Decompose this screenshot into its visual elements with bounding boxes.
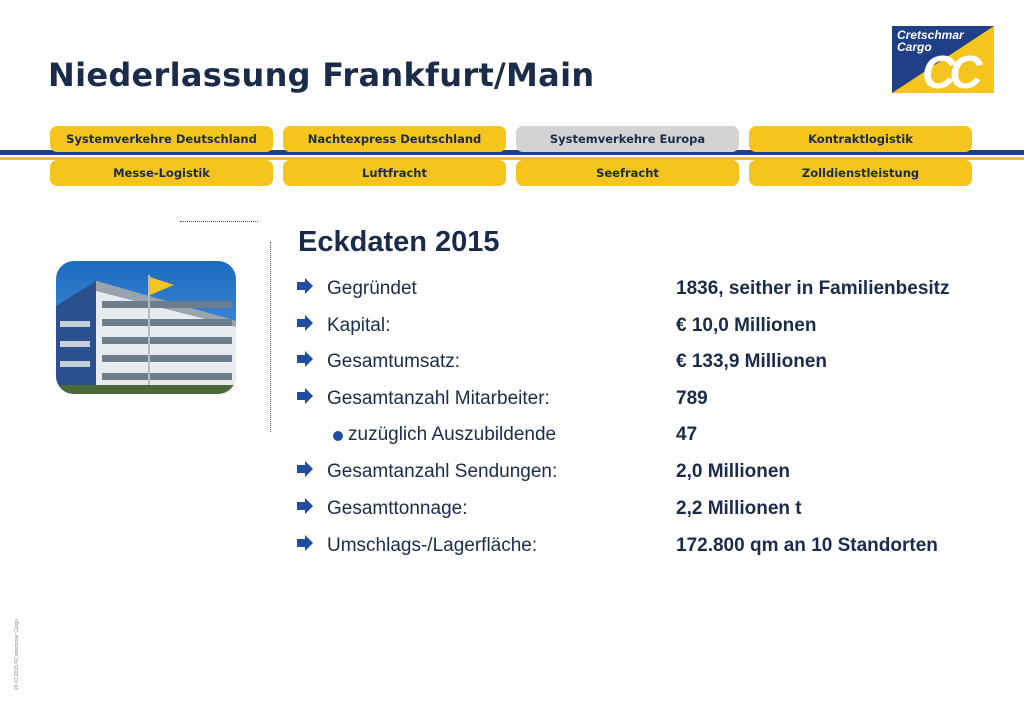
tab-nachtexpress-deutschland[interactable]: Nachtexpress Deutschland <box>283 126 506 152</box>
arrow-icon <box>296 461 314 477</box>
arrow-icon <box>296 351 314 367</box>
fact-label: Gegründet <box>327 278 417 299</box>
fact-value: 1836, seither in Familienbesitz <box>676 278 950 299</box>
fact-value: 2,2 Millionen t <box>676 498 802 519</box>
page-title: Niederlassung Frankfurt/Main <box>48 56 595 94</box>
cretschmar-cargo-logo <box>892 26 994 93</box>
arrow-icon <box>296 388 314 404</box>
fact-label: Gesamtumsatz: <box>327 351 461 372</box>
arrow-icon <box>296 498 314 514</box>
footnote: 24.07.2015 ©Cretschmar Cargo <box>14 619 20 690</box>
arrow-icon <box>296 315 314 331</box>
fact-label: Gesamttonnage: <box>327 498 468 519</box>
tab-kontraktlogistik[interactable]: Kontraktlogistik <box>749 126 972 152</box>
fact-label: Gesamtanzahl Mitarbeiter: <box>327 388 550 409</box>
tab-zolldienstleistung[interactable]: Zolldienstleistung <box>749 160 972 186</box>
tab-systemverkehre-deutschland[interactable]: Systemverkehre Deutschland <box>50 126 273 152</box>
tab-systemverkehre-europa[interactable]: Systemverkehre Europa <box>516 126 739 152</box>
fact-value: 47 <box>676 424 698 445</box>
tab-luftfracht[interactable]: Luftfracht <box>283 160 506 186</box>
arrow-icon <box>296 535 314 551</box>
tab-seefracht[interactable]: Seefracht <box>516 160 739 186</box>
fact-value: € 10,0 Millionen <box>676 315 817 336</box>
fact-label: zuzüglich Auszubildende <box>348 424 557 445</box>
logo-text-2: Cargo <box>897 40 932 54</box>
fact-value: € 133,9 Millionen <box>676 351 827 372</box>
fact-label: Umschlags-/Lagerfläche: <box>327 535 538 556</box>
fact-value: 789 <box>676 388 708 409</box>
logo-mark: CC <box>922 46 977 93</box>
divider-vertical <box>270 242 271 432</box>
fact-value: 2,0 Millionen <box>676 461 791 482</box>
fact-label: Kapital: <box>327 315 391 336</box>
fact-label: Gesamtanzahl Sendungen: <box>327 461 558 482</box>
section-heading: Eckdaten 2015 <box>298 226 500 258</box>
tab-messe-logistik[interactable]: Messe-Logistik <box>50 160 273 186</box>
logo-text-1: Cretschmar <box>897 28 964 42</box>
bullet-icon <box>333 431 343 441</box>
building-photo <box>56 261 236 394</box>
arrow-icon <box>296 278 314 294</box>
divider-horizontal <box>180 221 258 222</box>
fact-value: 172.800 qm an 10 Standorten <box>676 535 938 556</box>
